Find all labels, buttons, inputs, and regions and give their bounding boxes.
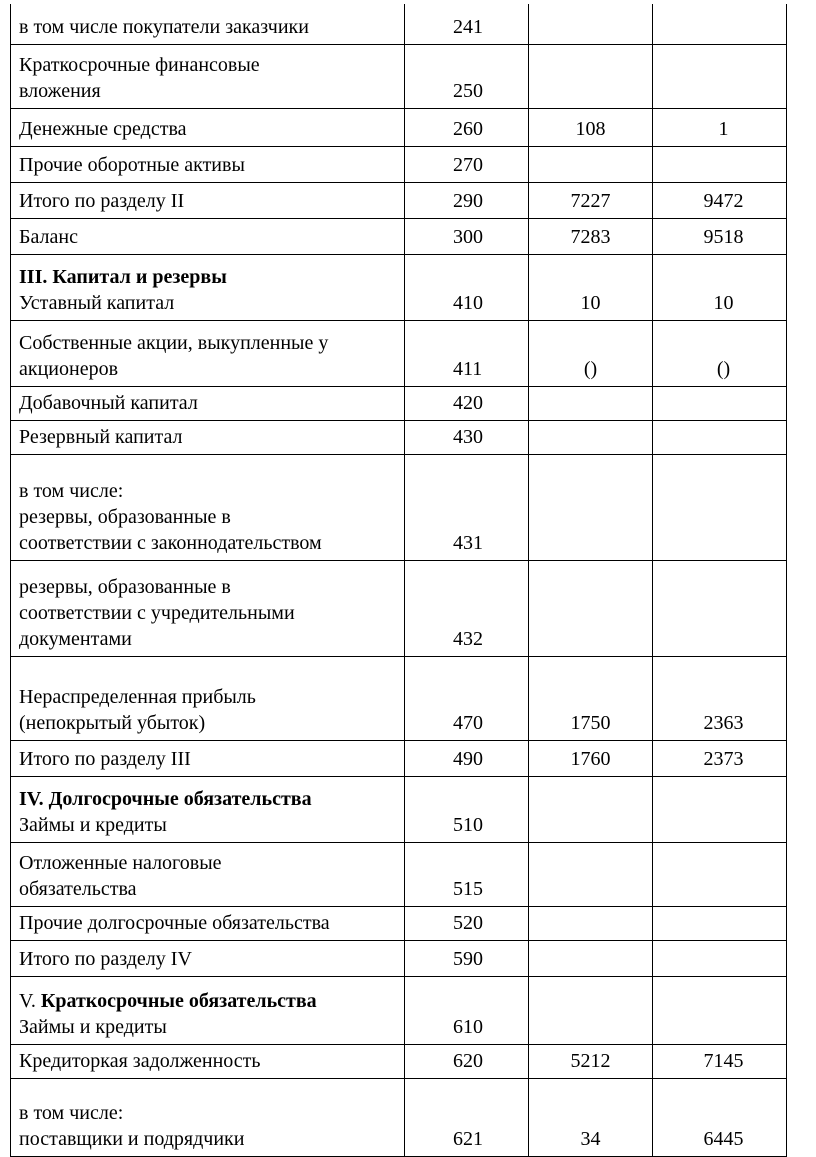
- start-value-cell: [529, 386, 653, 420]
- row-label-cell: [11, 1078, 405, 1156]
- table-row: [11, 182, 787, 218]
- end-value-cell: [653, 146, 787, 182]
- line-code-cell: 300: [405, 218, 529, 254]
- row-label-line: Денежные средства: [19, 117, 187, 140]
- line-code-cell: 510: [405, 776, 529, 842]
- row-label-cell: [11, 146, 405, 182]
- section-heading-prefix: V.: [19, 989, 41, 1012]
- end-value-cell: 2373: [653, 740, 787, 776]
- row-label-cell: [11, 254, 405, 320]
- line-code-cell: 590: [405, 940, 529, 976]
- start-value-cell: [529, 940, 653, 976]
- row-label-line: Прочие оборотные активы: [19, 153, 245, 176]
- end-value-cell: [653, 976, 787, 1044]
- table-row: [11, 1078, 787, 1156]
- row-label-line: Добавочный капитал: [19, 391, 198, 414]
- row-label-line: Резервный капитал: [19, 425, 183, 448]
- table-row: [11, 386, 787, 420]
- end-value-cell: [653, 386, 787, 420]
- row-label-cell: [11, 4, 405, 44]
- row-label-line: акционеров: [19, 357, 119, 380]
- table-row: [11, 842, 787, 906]
- line-code-cell: 250: [405, 44, 529, 108]
- section-heading: [19, 988, 404, 1014]
- end-value-cell: [653, 44, 787, 108]
- table-row: [11, 4, 787, 44]
- line-code-cell: 621: [405, 1078, 529, 1156]
- end-value-cell: [653, 454, 787, 560]
- row-label-line: резервы, образованные в: [19, 575, 231, 598]
- line-code-cell: 241: [405, 4, 529, 44]
- section-heading: [19, 786, 404, 812]
- table-row: [11, 218, 787, 254]
- table-row: [11, 740, 787, 776]
- start-value-cell: 1750: [529, 656, 653, 740]
- table-row: [11, 560, 787, 656]
- line-code-cell: 490: [405, 740, 529, 776]
- table-row: [11, 906, 787, 940]
- row-label-line: обязательства: [19, 877, 137, 900]
- row-label-line: Собственные акции, выкупленные у: [19, 331, 329, 354]
- row-label-cell: [11, 386, 405, 420]
- row-label-cell: [11, 218, 405, 254]
- line-code-cell: 430: [405, 420, 529, 454]
- start-value-cell: 1760: [529, 740, 653, 776]
- row-label-cell: [11, 320, 405, 386]
- table-row: [11, 44, 787, 108]
- end-value-cell: [653, 940, 787, 976]
- row-label-cell: [11, 940, 405, 976]
- row-label-line: Краткосрочные финансовые: [19, 53, 260, 76]
- line-code-cell: 431: [405, 454, 529, 560]
- end-value-cell: [653, 4, 787, 44]
- section-heading-text: IV. Долгосрочные обязательства: [19, 787, 312, 810]
- start-value-cell: [529, 4, 653, 44]
- row-label-cell: [11, 560, 405, 656]
- start-value-cell: 108: [529, 108, 653, 146]
- end-value-cell: (): [653, 320, 787, 386]
- row-label-line: Нераспределенная прибыль: [19, 685, 256, 708]
- start-value-cell: [529, 842, 653, 906]
- row-label-cell: [11, 906, 405, 940]
- table-row: [11, 108, 787, 146]
- start-value-cell: [529, 44, 653, 108]
- start-value-cell: [529, 454, 653, 560]
- end-value-cell: 1: [653, 108, 787, 146]
- row-label-line: соответствии с учредительными: [19, 601, 295, 624]
- start-value-cell: 7283: [529, 218, 653, 254]
- line-code-cell: 411: [405, 320, 529, 386]
- section-heading-text: Краткосрочные обязательства: [40, 989, 317, 1012]
- line-code-cell: 270: [405, 146, 529, 182]
- start-value-cell: (): [529, 320, 653, 386]
- start-value-cell: [529, 146, 653, 182]
- row-label-line: вложения: [19, 79, 101, 102]
- row-label-cell: [11, 656, 405, 740]
- table-row: [11, 776, 787, 842]
- table-row: [11, 1044, 787, 1078]
- row-label-line: Займы и кредиты: [19, 1015, 167, 1038]
- line-code-cell: 520: [405, 906, 529, 940]
- row-label-line: Итого по разделу III: [19, 747, 191, 770]
- start-value-cell: 5212: [529, 1044, 653, 1078]
- row-label-line: резервы, образованные в: [19, 505, 231, 528]
- line-code-cell: 470: [405, 656, 529, 740]
- section-heading-text: III. Капитал и резервы: [19, 265, 227, 288]
- line-code-cell: 515: [405, 842, 529, 906]
- line-code-cell: 620: [405, 1044, 529, 1078]
- row-label-cell: [11, 454, 405, 560]
- end-value-cell: [653, 420, 787, 454]
- row-label-cell: [11, 182, 405, 218]
- row-label-line: Баланс: [19, 225, 78, 248]
- start-value-cell: 7227: [529, 182, 653, 218]
- end-value-cell: 7145: [653, 1044, 787, 1078]
- row-label-cell: [11, 740, 405, 776]
- row-label-line: Итого по разделу II: [19, 189, 185, 212]
- line-code-cell: 290: [405, 182, 529, 218]
- start-value-cell: [529, 776, 653, 842]
- end-value-cell: 6445: [653, 1078, 787, 1156]
- row-label-line: Отложенные налоговые: [19, 851, 222, 874]
- table-row: [11, 420, 787, 454]
- row-label-cell: [11, 1044, 405, 1078]
- row-label-line: Прочие долгосрочные обязательства: [19, 911, 330, 934]
- end-value-cell: 2363: [653, 656, 787, 740]
- line-code-cell: 610: [405, 976, 529, 1044]
- end-value-cell: 9518: [653, 218, 787, 254]
- end-value-cell: 10: [653, 254, 787, 320]
- start-value-cell: 34: [529, 1078, 653, 1156]
- start-value-cell: [529, 420, 653, 454]
- row-label-cell: [11, 842, 405, 906]
- row-label-cell: [11, 420, 405, 454]
- table-row: [11, 656, 787, 740]
- line-code-cell: 410: [405, 254, 529, 320]
- line-code-cell: 260: [405, 108, 529, 146]
- row-label-line: в том числе:: [19, 1101, 124, 1124]
- line-code-cell: 432: [405, 560, 529, 656]
- row-label-line: Уставный капитал: [19, 291, 175, 314]
- row-label-line: в том числе покупатели заказчики: [19, 15, 309, 38]
- end-value-cell: [653, 842, 787, 906]
- row-label-cell: [11, 976, 405, 1044]
- section-heading: [19, 264, 404, 290]
- row-label-line: (непокрытый убыток): [19, 711, 206, 734]
- table-row: [11, 976, 787, 1044]
- end-value-cell: 9472: [653, 182, 787, 218]
- start-value-cell: 10: [529, 254, 653, 320]
- row-label-line: в том числе:: [19, 479, 124, 502]
- balance-table: [10, 4, 787, 1157]
- end-value-cell: [653, 776, 787, 842]
- table-row: [11, 940, 787, 976]
- row-label-cell: [11, 108, 405, 146]
- row-label-cell: [11, 44, 405, 108]
- balance-table-body: [11, 4, 787, 1156]
- end-value-cell: [653, 906, 787, 940]
- row-label-line: поставщики и подрядчики: [19, 1127, 245, 1150]
- table-row: [11, 146, 787, 182]
- table-row: [11, 320, 787, 386]
- table-row: [11, 254, 787, 320]
- row-label-line: Займы и кредиты: [19, 813, 167, 836]
- row-label-cell: [11, 776, 405, 842]
- line-code-cell: 420: [405, 386, 529, 420]
- row-label-line: Кредиторкая задолженность: [19, 1049, 261, 1072]
- start-value-cell: [529, 906, 653, 940]
- table-row: [11, 454, 787, 560]
- row-label-line: соответствии с законнодательством: [19, 531, 322, 554]
- start-value-cell: [529, 560, 653, 656]
- end-value-cell: [653, 560, 787, 656]
- start-value-cell: [529, 976, 653, 1044]
- row-label-line: документами: [19, 627, 132, 650]
- row-label-line: Итого по разделу IV: [19, 947, 192, 970]
